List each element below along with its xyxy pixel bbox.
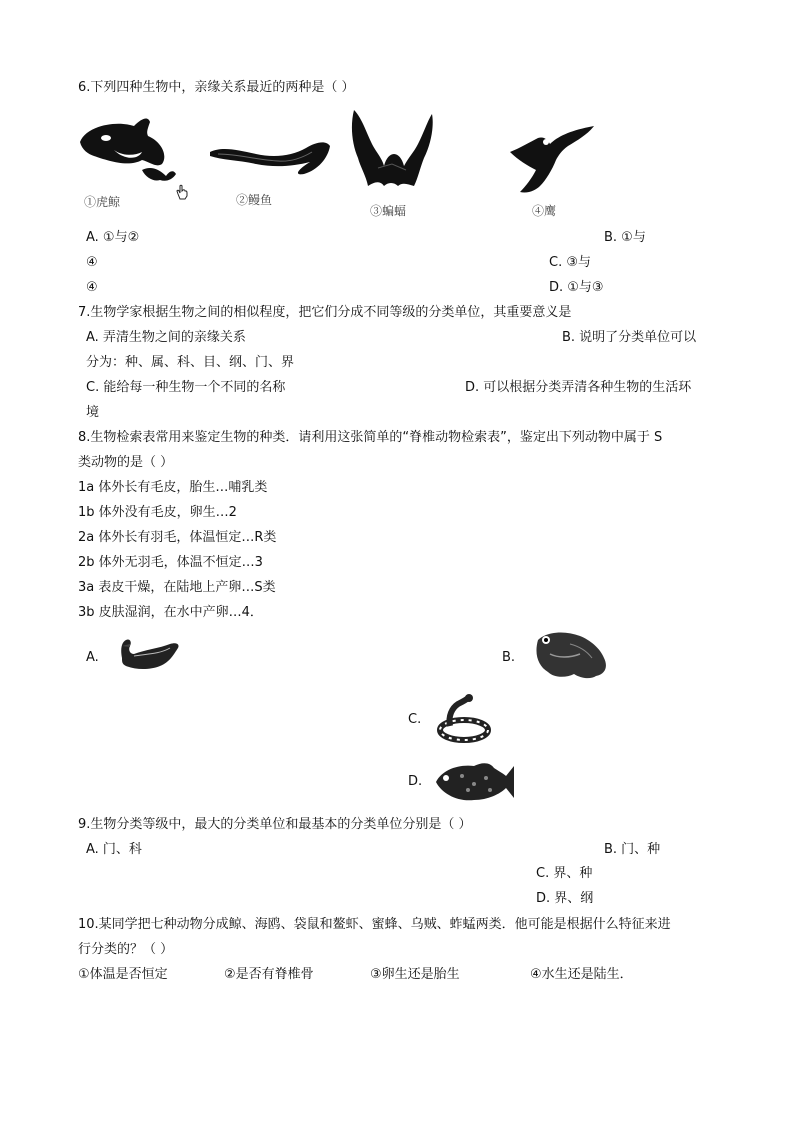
q9-option-d[interactable]: D. 界、纲 — [536, 891, 594, 906]
q10-item-2[interactable]: ②是否有脊椎骨 — [224, 967, 314, 982]
q7-option-c[interactable]: C. 能给每一种生物一个不同的名称 — [86, 380, 286, 395]
q8-option-a[interactable]: A. — [86, 650, 99, 665]
key-line-3a: 3a 表皮干燥，在陆地上产卵…S类 — [78, 580, 276, 595]
q10-stem: 10.某同学把七种动物分成鲸、海鸥、袋鼠和鳌虾、蜜蜂、乌贼、蚱蜢两类．他可能是根据什么特征来进 — [78, 917, 671, 932]
key-line-1a: 1a 体外长有毛皮，胎生…哺乳类 — [78, 480, 268, 495]
q6-stem: 6.下列四种生物中，亲缘关系最近的两种是（ ） — [78, 80, 355, 95]
q6-option-c-wrap: ④ — [86, 280, 98, 295]
q8-stem-cont: 类动物的是（ ） — [78, 455, 174, 470]
q7-option-b[interactable]: B. 说明了分类单位可以 — [562, 330, 697, 345]
q6-option-b[interactable]: B. ①与 — [604, 230, 646, 245]
q9-option-a[interactable]: A. 门、科 — [86, 842, 142, 857]
eel-caption: ②鳗鱼 — [236, 193, 273, 207]
q9-stem: 9.生物分类等级中，最大的分类单位和最基本的分类单位分别是（ ） — [78, 817, 472, 832]
q7-option-b-wrap: 分为：种、属、科、目、纲、门、界 — [86, 355, 295, 370]
q10-item-4[interactable]: ④水生还是陆生． — [530, 967, 633, 982]
orca-icon — [76, 116, 186, 188]
q7-option-d[interactable]: D. 可以根据分类弄清各种生物的生活环 — [465, 380, 692, 395]
duck-icon — [116, 634, 182, 674]
q8-option-b[interactable]: B. — [502, 650, 516, 665]
key-line-3b: 3b 皮肤湿润，在水中产卵…4． — [78, 605, 263, 620]
q7-option-a[interactable]: A. 弄清生物之间的亲缘关系 — [86, 330, 246, 345]
q8-stem: 8.生物检索表常用来鉴定生物的种类．请利用这张简单的“脊椎动物检索表”，鉴定出下列动物中属于 S — [78, 430, 663, 445]
orca-caption: ①虎鲸 — [84, 195, 121, 209]
q9-option-b[interactable]: B. 门、种 — [604, 842, 661, 857]
fish-icon — [432, 758, 516, 806]
eagle-caption: ④鹰 — [532, 204, 557, 218]
q6-option-a-wrap: ④ — [86, 255, 98, 270]
q6-option-d[interactable]: D. ①与③ — [549, 280, 604, 295]
q10-item-1[interactable]: ①体温是否恒定 — [78, 967, 168, 982]
eagle-icon — [506, 124, 596, 196]
key-line-1b: 1b 体外没有毛皮，卵生…2 — [78, 505, 237, 520]
q8-option-c[interactable]: C. — [408, 712, 422, 727]
bat-icon — [348, 108, 436, 192]
key-line-2b: 2b 体外无羽毛，体温不恒定…3 — [78, 555, 263, 570]
q6-option-c[interactable]: C. ③与 — [549, 255, 591, 270]
q9-option-c[interactable]: C. 界、种 — [536, 866, 593, 881]
q10-item-3[interactable]: ③卵生还是胎生 — [370, 967, 460, 982]
eel-icon — [208, 134, 332, 184]
pointer-hand-icon — [175, 184, 189, 200]
key-line-2a: 2a 体外长有羽毛，体温恒定…R类 — [78, 530, 277, 545]
q6-option-a[interactable]: A. ①与② — [86, 230, 140, 245]
frog-icon — [530, 628, 610, 682]
q10-stem-cont: 行分类的？（ ） — [78, 942, 174, 957]
q7-stem: 7.生物学家根据生物之间的相似程度，把它们分成不同等级的分类单位，其重要意义是 — [78, 305, 572, 320]
q8-option-d[interactable]: D. — [408, 774, 423, 789]
snake-icon — [436, 694, 492, 744]
q7-option-d-wrap: 境 — [86, 405, 100, 420]
bat-caption: ③蝙蝠 — [370, 204, 407, 218]
